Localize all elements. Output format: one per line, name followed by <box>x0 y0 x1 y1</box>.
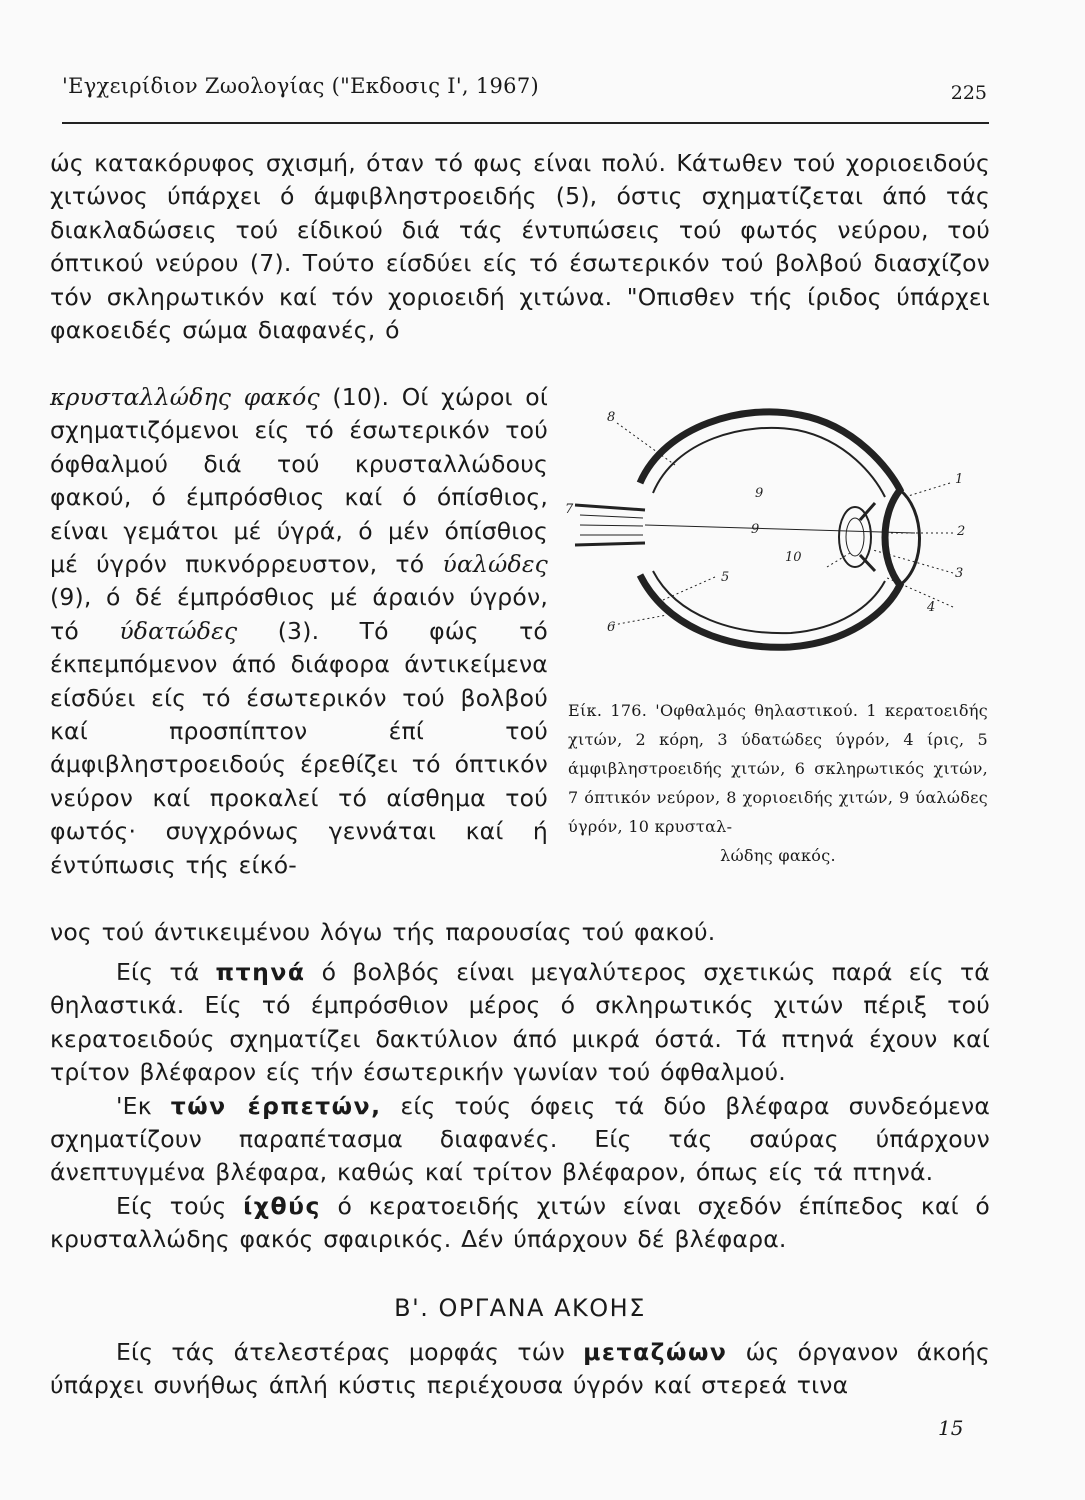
cornea <box>900 490 920 585</box>
paragraph-fish <box>50 1190 990 1257</box>
label-3: 3 <box>955 566 964 581</box>
birds-term: πτηνά <box>215 958 306 986</box>
axis-line <box>645 525 915 533</box>
header-rule <box>62 122 989 124</box>
paragraph-reptiles <box>50 1090 990 1190</box>
paragraph-top <box>50 147 990 347</box>
label-4: 4 <box>927 600 936 615</box>
paragraph-text: (9), ό δέ έμπρόσθιος μέ άραιόν ύγρόν, τό <box>50 583 548 645</box>
lens-term: κρυσταλλώδης φακός <box>50 383 320 411</box>
paragraph-birds <box>50 956 990 1090</box>
optic-nerve-fibers <box>580 515 643 535</box>
label-8: 8 <box>607 410 616 425</box>
section-heading: Β'. ΟΡΓΑΝΑ ΑΚΟΗΣ <box>394 1294 646 1322</box>
book-title: 'Εγχειρίδιον Ζωολογίας ("Εκδοσις Ι', 1967) <box>62 74 539 98</box>
paragraph-text: ό βολβός είναι μεγαλύτερος σχετικώς παρά είς τά θηλαστικά. Είς τό έμπρόσθιον μέρος ό σκληρωτικός χιτών πέριξ τού κερατοειδούς σχηματίζει δακτύλιον άπό μικρά όστά. Τά πτηνά έχουν καί τρίτον βλέφαρον είς τήν έσωτερικήν γωνίαν τού όφθαλμού. <box>50 958 991 1087</box>
fish-term: ίχθύς <box>243 1191 321 1220</box>
figure-caption <box>568 696 988 870</box>
caption-text-end: λώδης φακός. <box>720 846 836 865</box>
label-6: 6 <box>607 620 616 635</box>
paragraph-text: ώς όργανον άκοής ύπάρχει συνήθως άπλή κύστις περιέχουσα ύγρόν καί στερεά τινα <box>50 1338 990 1400</box>
lens-inner <box>846 518 864 556</box>
paragraph-text: (3). Τό φώς τό έκπεμπόμενον άπό διάφορα άντικείμενα είσδύει είς τό έσωτερικόν τού βολβού καί προσπίπτον έπί τού άμφιβληστροειδούς έρεθίζει τό όπτικόν νεύρον καί προκαλεί τό αίσθημα τού φωτός· συγχρόνως γεννάται καί ή έντύπωσις τής είκό- <box>50 616 548 879</box>
label-2: 2 <box>957 524 966 539</box>
eye-diagram <box>555 385 985 685</box>
label-10: 10 <box>785 550 802 565</box>
paragraph-continuation: νος τού άντικειμένου λόγω τής παρουσίας τού φακού. <box>50 918 716 946</box>
paragraph-text: Είς τά <box>116 958 200 986</box>
reptiles-term: τών έρπετών, <box>170 1091 382 1120</box>
label-9b: 9 <box>751 522 760 537</box>
label-1: 1 <box>955 472 964 487</box>
paragraph-text: είς τούς όφεις τά δύο βλέφαρα συνδεόμενα σχηματίζουν παραπέτασμα διαφανές. Είς τάς σαύρας ύπάρχουν άνεπτυγμένα βλέφαρα, καθώς καί τρίτον βλέφαρον, όπως είς τά πτηνά. <box>50 1091 991 1187</box>
label-7: 7 <box>565 502 574 517</box>
paragraph-animal-groups <box>50 956 990 1257</box>
paragraph-left-column <box>50 381 548 882</box>
page-number: 225 <box>950 82 987 104</box>
paragraph-hearing <box>50 1336 990 1403</box>
vitreous-term: ύαλώδες <box>442 550 548 579</box>
paragraph-text: ό κερατοειδής χιτών είναι σχεδόν έπίπεδος καί ό κρυσταλλώδης φακός σφαιρικός. Δέν ύπάρχουν δέ βλέφαρα. <box>50 1191 990 1254</box>
iris <box>860 503 875 571</box>
lens <box>839 507 871 567</box>
paragraph-hearing-intro <box>50 1336 990 1403</box>
paragraph-text: Είς τούς <box>116 1191 227 1220</box>
label-9a: 9 <box>755 486 764 501</box>
paragraph-text: 'Εκ <box>116 1091 152 1120</box>
running-head <box>62 66 987 104</box>
paragraph-text: (10). Οί χώροι οί σχηματιζόμενοι είς τό έσωτερικόν τού όφθαλμού διά τού κρυσταλλώδους φακού, ό έμπρόσθιος καί ό όπίσθιος, είναι γεμάτοι μέ ύγρά, ό μέν όπίσθιος μέ ύγρόν πυκνόρρευστον, τό <box>50 383 548 579</box>
sclera-outer <box>640 412 900 647</box>
paragraph-text: ώς κατακόρυφος σχισμή, όταν τό φως είναι πολύ. Κάτωθεν τού χοριοειδούς χιτώνος ύπάρχει ό άμφιβληστροειδής (5), όστις σχηματίζεται άπό τάς διακλαδώσεις τού είδικού διά τάς έντυπώσεις τού φωτός νεύρου, τού όπτικού νεύρου (7). Τούτο είσδύει είς τό έσωτερικόν τού βολβού διασχίζον τόν σκληρωτικόν καί τόν χοριοειδή χιτώνα. "Οπισθεν τής ίριδος ύπάρχει φακοειδές σώμα διαφανές, ό <box>50 149 990 345</box>
aqueous-term: ύδατώδες <box>119 616 238 645</box>
label-5: 5 <box>721 570 730 585</box>
caption-text: Είκ. 176. 'Οφθαλμός θηλαστικού. 1 κερατοειδής χιτών, 2 κόρη, 3 ύδατώδες ύγρόν, 4 ίρις, 5 άμφιβληστροειδής χιτών, 6 σκληρωτικός χιτών, 7 όπτικόν νεύρον, 8 χοριοειδής χιτών, 9 ύαλώδες ύγρόν, 10 κρυσταλ- <box>568 701 988 836</box>
metazoa-term: μεταζώων <box>583 1338 728 1366</box>
paragraph-text: Είς τάς άτελεστέρας μορφάς τών <box>116 1338 565 1366</box>
signature-mark: 15 <box>938 1416 964 1440</box>
